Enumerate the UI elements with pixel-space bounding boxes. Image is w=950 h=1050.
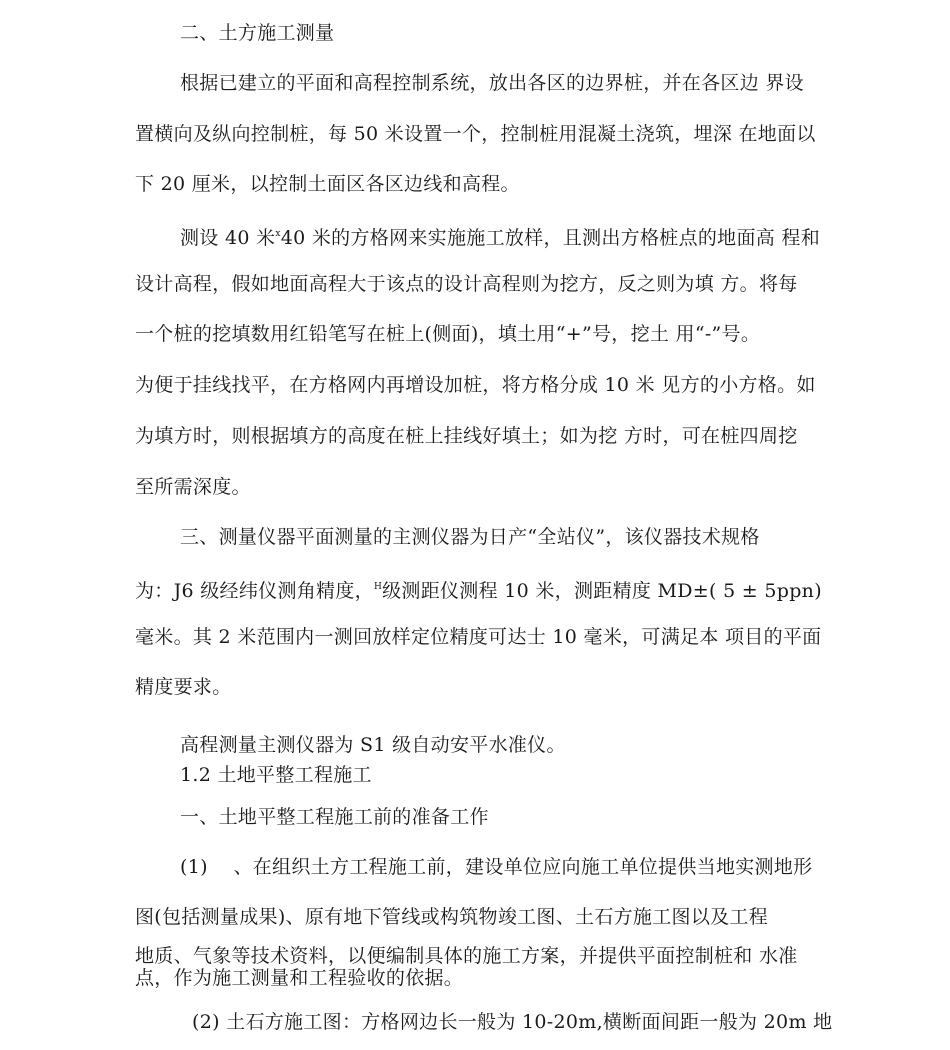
text-line: 置横向及纵向控制桩，每 50 米设置一个，控制桩用混凝土浇筑，埋深 在地面以 — [135, 123, 816, 145]
text-line: 一个桩的挖填数用红铅笔写在桩上(侧面)，填土用“+”号，挖土 用“-”号。 — [135, 323, 761, 345]
superscript-mark: x — [275, 229, 281, 239]
text-line — [135, 575, 825, 603]
text-line: 点，作为施工测量和工程验收的依据。 — [135, 967, 464, 989]
text-span: 级测距仪测程 10 米，测距精度 MD±( 5 ± 5ppn) — [382, 580, 822, 602]
text-line — [180, 222, 870, 250]
superscript-mark: H — [373, 582, 383, 592]
section-heading-instruments: 三、测量仪器平面测量的主测仪器为日产“全站仪”，该仪器技术规格 — [180, 526, 760, 548]
text-line: 精度要求。 — [135, 676, 232, 698]
text-line: 毫米。其 2 米范围内一测回放样定位精度可达士 10 毫米，可满足本 项目的平面 — [135, 626, 822, 648]
section-heading-earthwork-survey: 二、土方施工测量 — [180, 22, 335, 44]
section-heading-land-leveling: 1.2 土地平整工程施工 — [180, 764, 372, 786]
text-line: 地质、气象等技术资料，以便编制具体的施工方案，并提供平面控制桩和 水准 — [135, 945, 798, 967]
text-span: 测设 40 米 — [180, 227, 276, 249]
text-line: 为便于挂线找平，在方格网内再增设加桩，将方格分成 10 米 见方的小方格。如 — [135, 374, 816, 396]
text-span: 40 米的方格网来实施施工放样，且测出方格桩点的地面高 程和 — [280, 227, 821, 249]
text-line: 至所需深度。 — [135, 476, 251, 498]
text-line: 图(包括测量成果)、原有地下管线或构筑物竣工图、土石方施工图以及工程 — [135, 906, 769, 928]
text-line: 高程测量主测仪器为 S1 级自动安平水准仪。 — [180, 734, 566, 756]
text-span: 为：J6 级经纬仪测角精度， — [135, 580, 374, 602]
text-line: 为填方时，则根据填方的高度在桩上挂线好填土；如为挖 方时，可在桩四周挖 — [135, 425, 798, 447]
text-line: 设计高程，假如地面高程大于该点的设计高程则为挖方，反之则为填 方。将每 — [135, 273, 798, 295]
text-line: 根据已建立的平面和高程控制系统，放出各区的边界桩，并在各区边 界设 — [180, 72, 804, 94]
text-line: (1) 、在组织土方工程施工前，建设单位应向施工单位提供当地实测地形 — [180, 856, 813, 878]
section-heading-preparation: 一、土地平整工程施工前的准备工作 — [180, 806, 489, 828]
text-line: (2) 土石方施工图：方格网边长一般为 10-20m,横断面间距一般为 20m 地 — [192, 1011, 833, 1033]
text-line: 下 20 厘米，以控制土面区各区边线和高程。 — [135, 173, 520, 195]
